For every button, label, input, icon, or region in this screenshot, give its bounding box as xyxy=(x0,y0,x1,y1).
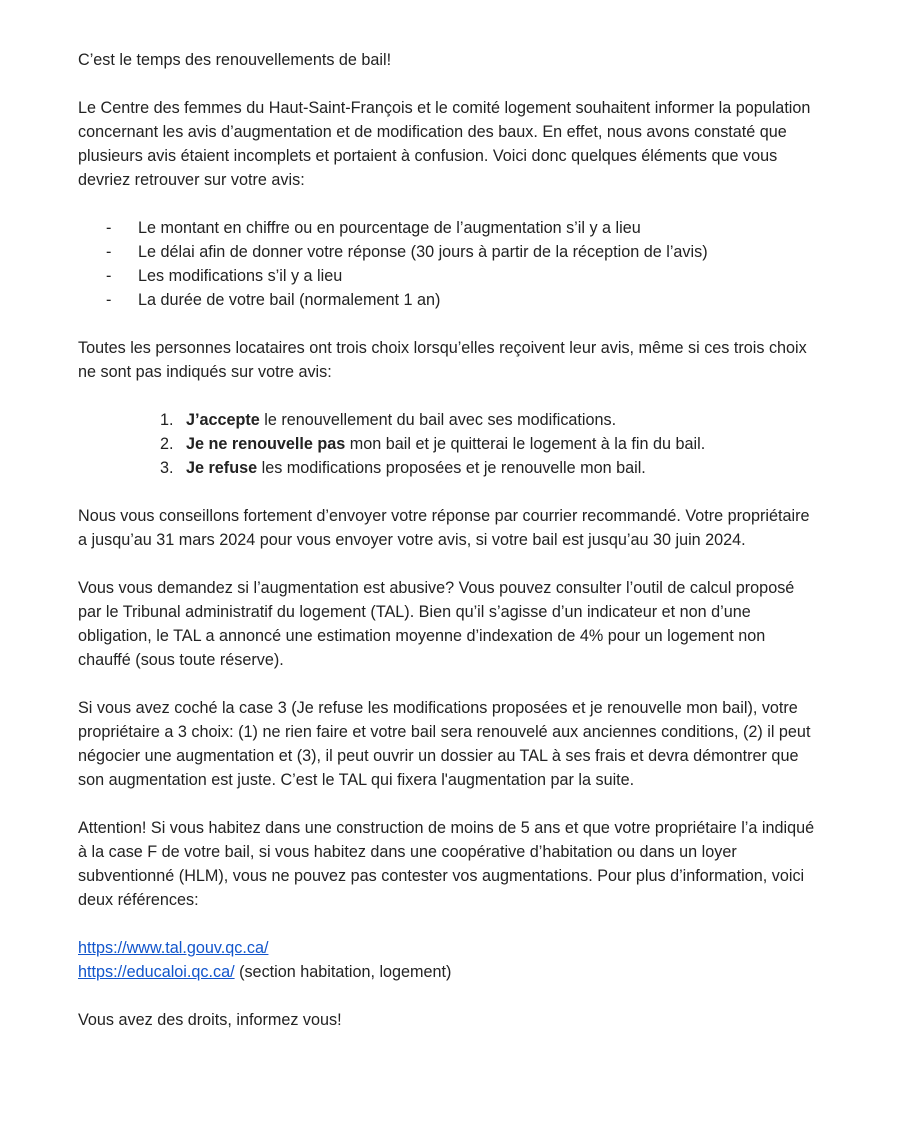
choices-intro-paragraph: Toutes les personnes locataires ont trois choix lorsqu’elles reçoivent leur avis, même si ces trois choix ne sont pas indiqués sur votre avis: xyxy=(78,339,807,381)
choice-number: 1. xyxy=(160,411,174,429)
closing-line: Vous avez des droits, informez vous! xyxy=(78,1011,342,1029)
choice-text: mon bail et je quitterai le logement à la fin du bail. xyxy=(345,435,706,453)
choice-number: 3. xyxy=(160,459,174,477)
choices-list xyxy=(78,408,822,480)
checklist xyxy=(78,216,822,312)
checklist-item-text: Le montant en chiffre ou en pourcentage de l’augmentation s’il y a lieu xyxy=(138,219,641,237)
spacer xyxy=(78,72,822,96)
choice-bold-label: Je refuse xyxy=(186,459,258,477)
document-title: C’est le temps des renouvellements de bail! xyxy=(78,51,392,69)
spacer xyxy=(78,792,822,816)
checklist-item xyxy=(78,264,822,288)
checklist-item xyxy=(78,288,822,312)
choice-bold-label: J’accepte xyxy=(186,411,260,429)
dash-bullet: - xyxy=(106,243,112,261)
attention-paragraph: Attention! Si vous habitez dans une construction de moins de 5 ans et que votre propriétaire l’a indiqué à la case F de votre bail, si vous habitez dans une coopérative d’habitation ou dans un loyer subventionné (HLM), vous ne pouvez pas contester vos augmentations. Pour plus d’information, voici deux références: xyxy=(78,819,815,909)
choice-item xyxy=(78,456,822,480)
checklist-item xyxy=(78,240,822,264)
checklist-item-text: Le délai afin de donner votre réponse (30 jours à partir de la réception de l’avis) xyxy=(138,243,708,261)
choice-item xyxy=(78,432,822,456)
dash-bullet: - xyxy=(106,291,112,309)
dash-bullet: - xyxy=(106,219,112,237)
abusive-increase-paragraph: Vous vous demandez si l’augmentation est abusive? Vous pouvez consulter l’outil de calcul proposé par le Tribunal administratif du logement (TAL). Bien qu’il s’agisse d’un indicateur et non d’une obligation, le TAL a annoncé une estimation moyenne d’indexation de 4% pour un logement non chauffé (sous toute réserve). xyxy=(78,579,795,669)
intro-paragraph: Le Centre des femmes du Haut-Saint-François et le comité logement souhaitent informer la population concernant les avis d’augmentation et de modification des baux. En effet, nous avons constaté que plusieurs avis étaient incomplets et portaient à confusion. Voici donc quelques éléments que vous devriez retrouver sur votre avis: xyxy=(78,99,811,189)
reference-line xyxy=(78,960,822,984)
choice-text: les modifications proposées et je renouvelle mon bail. xyxy=(257,459,646,477)
choice-text: le renouvellement du bail avec ses modifications. xyxy=(259,411,617,429)
advice-paragraph: Nous vous conseillons fortement d’envoyer votre réponse par courrier recommandé. Votre propriétaire a jusqu’au 31 mars 2024 pour vous envoyer votre avis, si votre bail est jusqu’au 30 juin 2024. xyxy=(78,507,810,549)
educaloi-link[interactable]: https://educaloi.qc.ca/ xyxy=(78,963,235,981)
spacer xyxy=(78,912,822,936)
spacer xyxy=(78,312,822,336)
dash-bullet: - xyxy=(106,267,112,285)
spacer xyxy=(78,984,822,1008)
reference-line xyxy=(78,936,822,960)
spacer xyxy=(78,672,822,696)
checklist-item xyxy=(78,216,822,240)
choice-item xyxy=(78,408,822,432)
choice-number: 2. xyxy=(160,435,174,453)
spacer xyxy=(78,384,822,408)
spacer xyxy=(78,480,822,504)
checklist-item-text: Les modifications s’il y a lieu xyxy=(138,267,343,285)
spacer xyxy=(78,552,822,576)
choice-bold-label: Je ne renouvelle pas xyxy=(186,435,346,453)
tal-link[interactable]: https://www.tal.gouv.qc.ca/ xyxy=(78,939,269,957)
checklist-item-text: La durée de votre bail (normalement 1 an) xyxy=(138,291,441,309)
spacer xyxy=(78,192,822,216)
reference-suffix: (section habitation, logement) xyxy=(234,963,452,981)
case3-paragraph: Si vous avez coché la case 3 (Je refuse les modifications proposées et je renouvelle mon bail), votre propriétaire a 3 choix: (1) ne rien faire et votre bail sera renouvelé aux anciennes conditions, (2) il peut négocier une augmentation et (3), il peut ouvrir un dossier au TAL à ses frais et devra démontrer que son augmentation est juste. C’est le TAL qui fixera l'augmentation par la suite. xyxy=(78,699,811,789)
